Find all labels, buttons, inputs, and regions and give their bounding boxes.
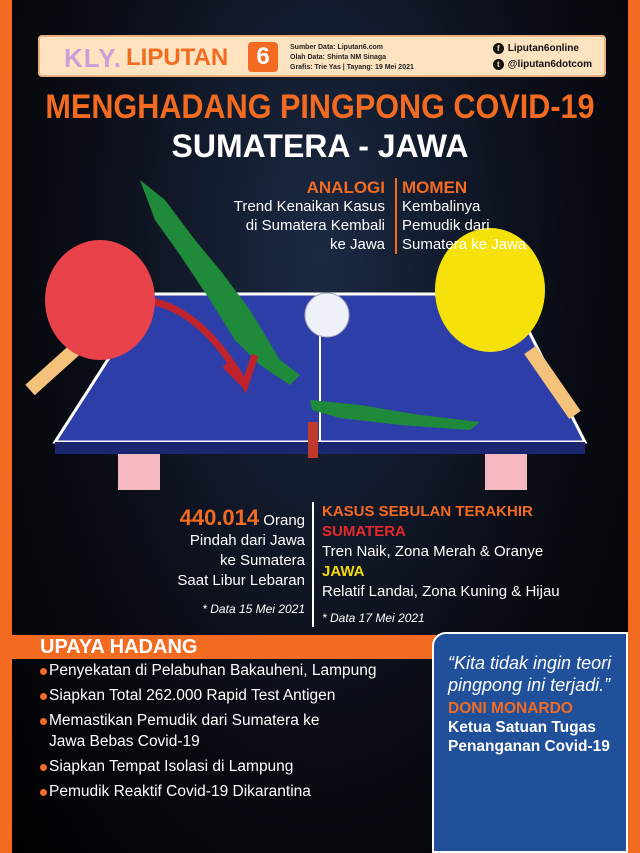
upaya-heading: UPAYA HADANG [12,635,442,659]
table-edge [55,442,585,454]
stat-line: ke Sumatera [219,552,305,569]
kly-logo: KLY. [64,43,122,73]
stat-note: * Data 15 Mei 2021 [202,602,305,616]
analogi-line: Trend Kenaikan Kasus [233,198,385,215]
stat-line: Saat Libur Lebaran [177,572,305,589]
list-item: Penyekatan di Pelabuhan Bakauheni, Lampung [40,660,376,681]
list-item: Siapkan Tempat Isolasi di Lampung [40,756,376,777]
paddle-red [45,240,155,360]
kasus-note: * Data 17 Mei 2021 [322,611,425,625]
stat-number: 440.014 [179,505,260,530]
stat-unit: Orang [259,512,305,529]
analogi-heading: ANALOGI [306,178,385,197]
analogi-block [234,178,385,254]
list-item: Siapkan Total 262.000 Rapid Test Antigen [40,685,376,706]
stat-line: Pindah dari Jawa [189,532,305,549]
momen-heading: MOMEN [402,178,468,197]
twitter-icon: t [493,59,504,70]
quote-author: DONI MONARDO [448,700,573,717]
kasus-heading: KASUS SEBULAN TERAKHIR [322,503,533,520]
momen-line: Pemudik dari [402,217,490,234]
liputan6-logo-six: 6 [248,42,278,72]
list-item: Pemudik Reaktif Covid-19 Dikarantina [40,781,376,802]
quote-role: Ketua Satuan Tugas Penanganan Covid-19 [448,719,610,755]
upaya-list [40,660,376,806]
migration-stat [177,505,305,619]
analogi-line: di Sumatera Kembali [245,217,385,234]
table-leg-right [485,454,527,490]
twitter-link[interactable] [493,57,592,73]
social-links [493,41,592,73]
momen-line: Kembalinya [402,198,481,215]
kasus-jawa-text: Relatif Landai, Zona Kuning & Hijau [322,583,560,600]
page-subtitle: SUMATERA - JAWA [171,128,469,164]
credits [290,43,414,73]
analogi-line: ke Jawa [329,236,385,253]
data-credit: Olah Data: Shinta NM Sinaga [290,54,387,61]
facebook-link[interactable] [493,41,592,57]
kasus-sumatera-label: SUMATERA [322,523,406,540]
facebook-handle: Liputan6online [507,43,579,54]
kasus-jawa-label: JAWA [322,563,365,580]
net-post [308,422,318,458]
table-leg-left [118,454,160,490]
kasus-sumatera-text: Tren Naik, Zona Merah & Oranye [322,543,544,560]
graphic-credit: Grafis: Trie Yas | Tayang: 19 Mei 2021 [290,64,414,71]
facebook-icon: f [493,43,504,54]
pingpong-ball [305,293,349,337]
twitter-handle: @liputan6dotcom [507,59,592,70]
momen-block [395,178,526,254]
source-credit: Sumber Data: Liputan6.com [290,44,383,51]
list-item: Memastikan Pemudik dari Sumatera ke Jawa Bebas Covid-19 [40,710,330,752]
liputan6-logo: LIPUTAN [126,44,229,71]
quote-box [432,632,628,853]
kasus-block [312,502,560,627]
header-banner [38,35,606,77]
quote-text: “Kita tidak ingin teori pingpong ini terjadi.” [448,653,612,695]
page-title: MENGHADANG PINGPONG COVID-19 [45,88,595,126]
momen-line: Sumatera ke Jawa [402,236,527,253]
